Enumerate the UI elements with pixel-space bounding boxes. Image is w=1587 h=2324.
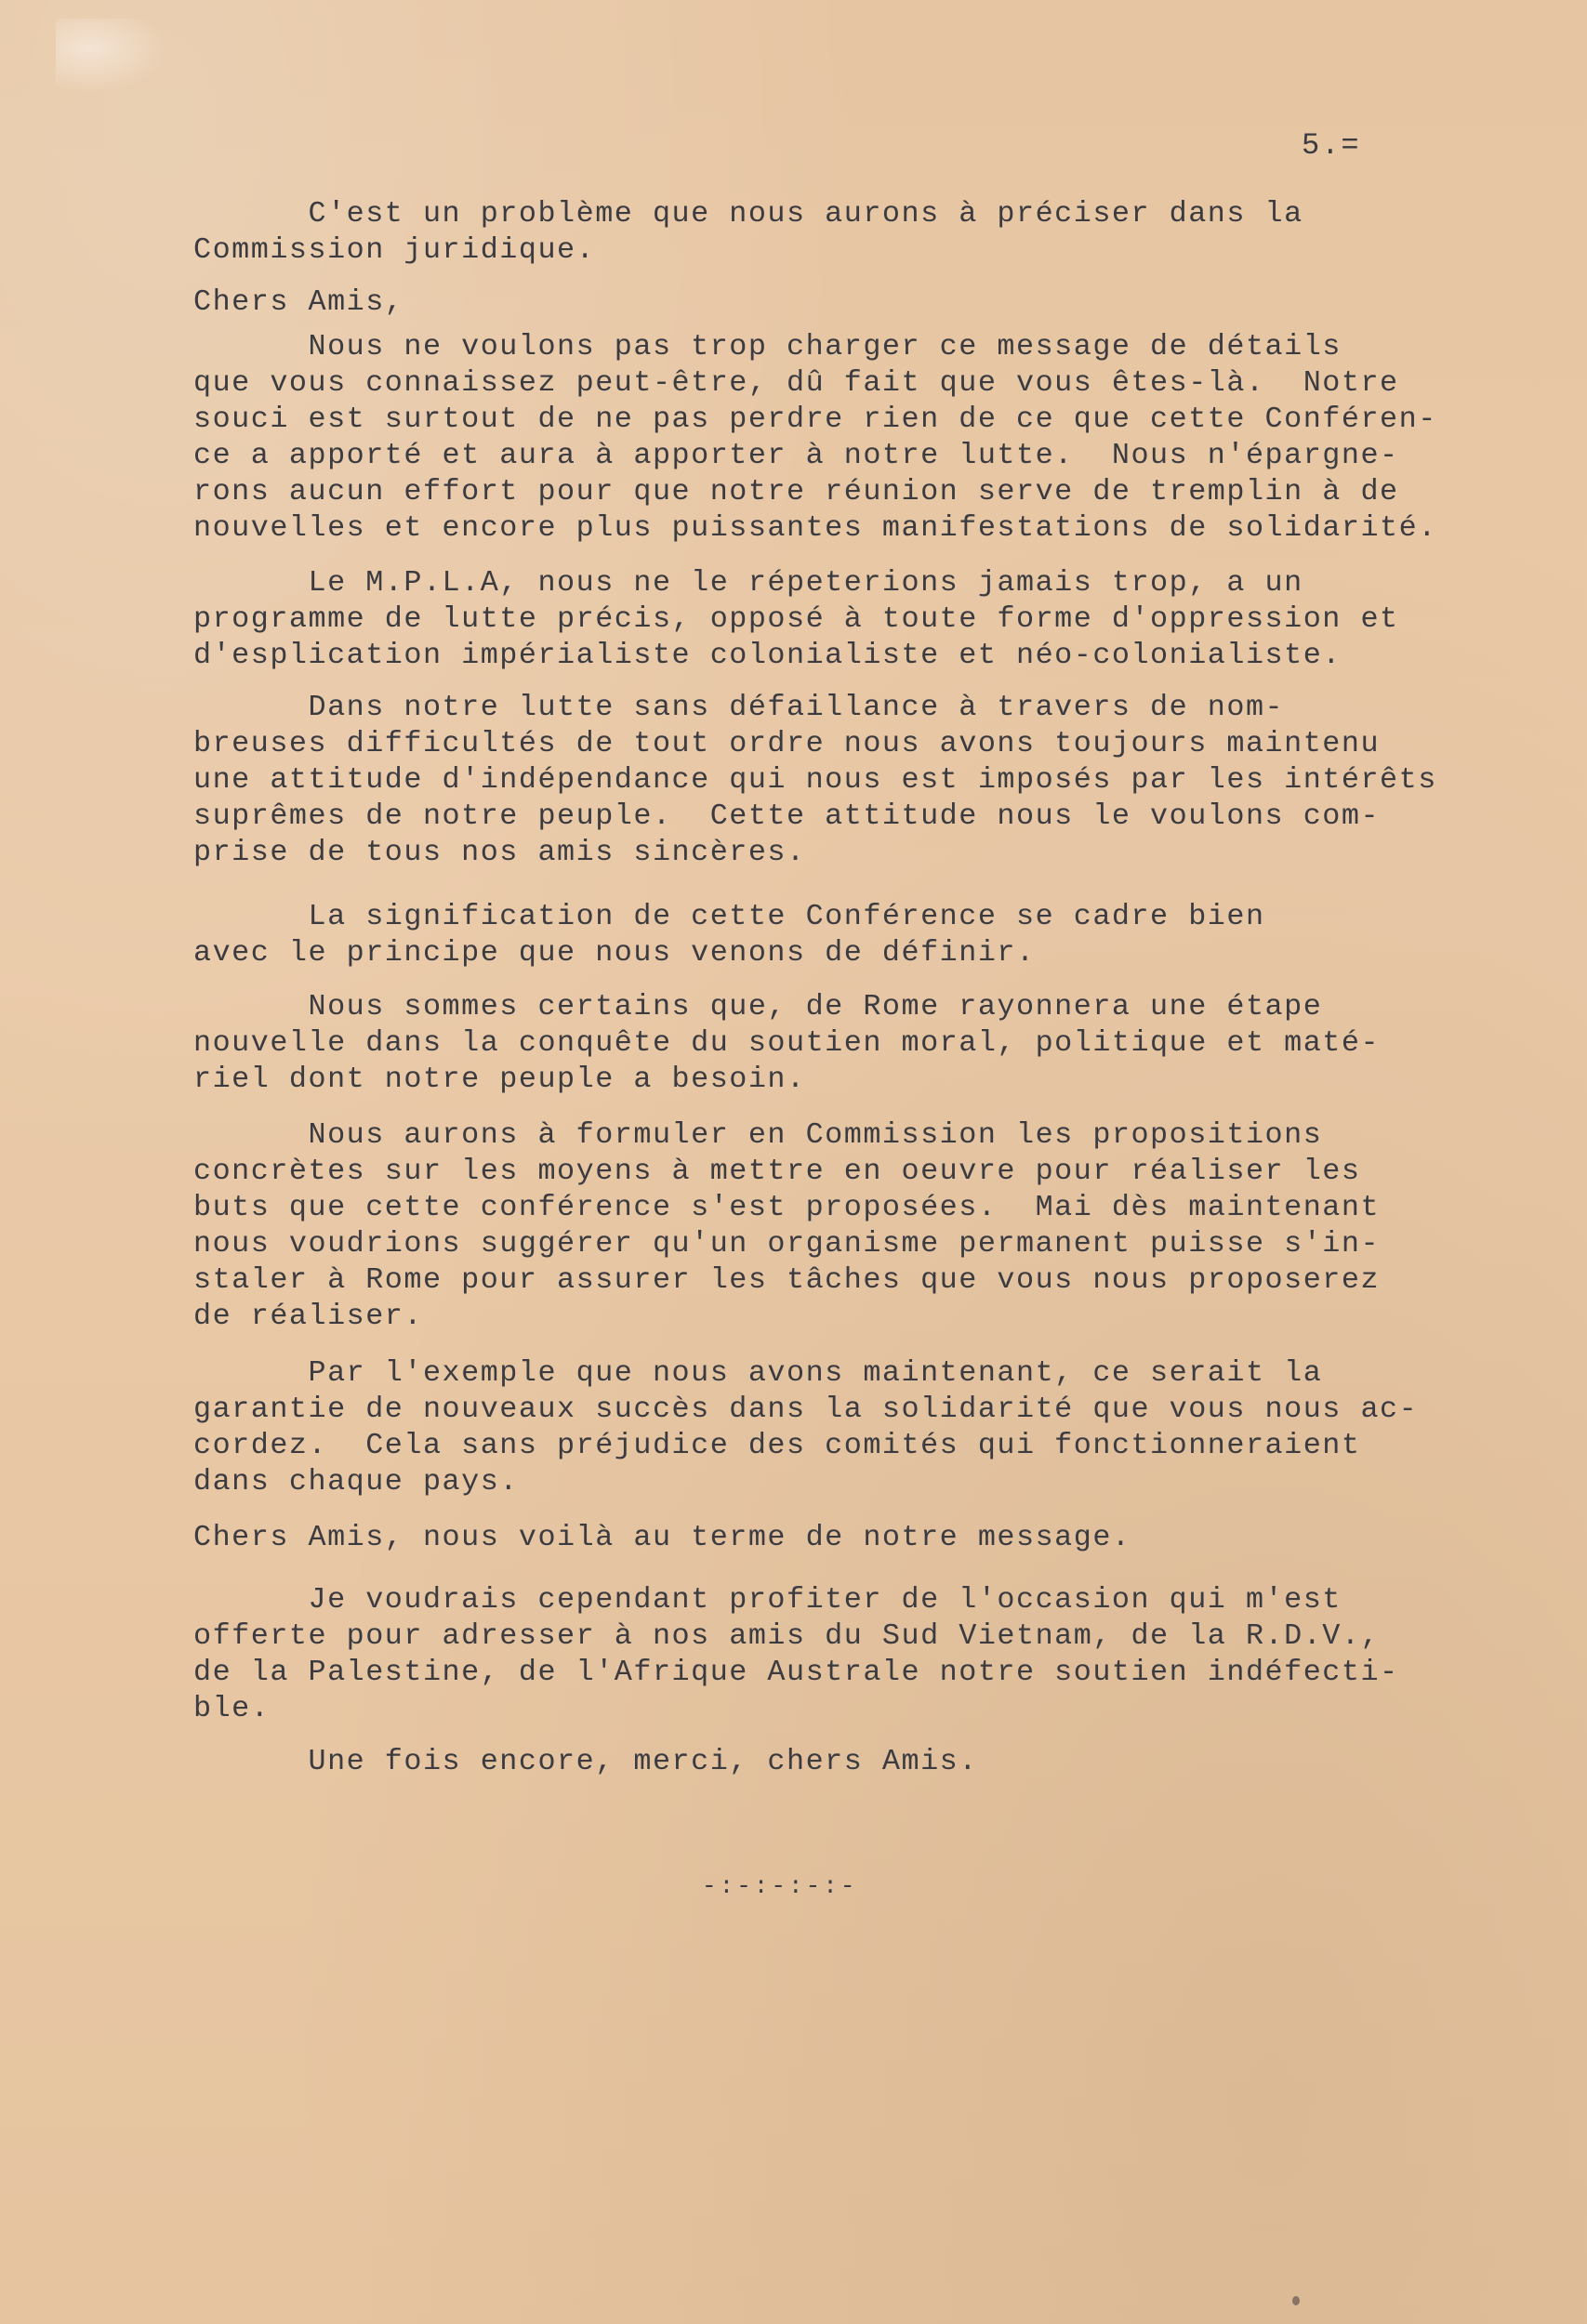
paper-spot-mark xyxy=(1292,2296,1300,2305)
paragraph-merci: Une fois encore, merci, chers Amis. xyxy=(193,1745,978,1778)
paragraph-problem-juridique: C'est un problème que nous aurons à préciser dans la Commission juridique. xyxy=(193,197,1303,267)
paragraph-rome-etape: Nous sommes certains que, de Rome rayonnera une étape nouvelle dans la conquête du soutien moral, politique et maté- riel dont notre peuple a besoin. xyxy=(193,990,1381,1096)
paragraph-exemple-garantie: Par l'exemple que nous avons maintenant, ce serait la garantie de nouveaux succès dans la solidarité que vous nous ac- cordez. Cela sans préjudice des comités qui fonctionneraient dans chaque pays. xyxy=(193,1356,1419,1499)
page-number: 5.= xyxy=(1302,128,1361,163)
paragraph-signification: La signification de cette Conférence se cadre bien avec le principe que nous venons de définir. xyxy=(193,900,1265,970)
paragraph-soutien-indefectible: Je voudrais cependant profiter de l'occasion qui m'est offerte pour adresser à nos amis du Sud Vietnam, de la R.D.V., de la Palestine, de l'Afrique Australe notre soutien indéfecti- ble. xyxy=(193,1583,1399,1725)
paragraph-independance: Dans notre lutte sans défaillance à travers de nom- breuses difficultés de tout ordre nous avons toujours maintenu une attitude d'indépendance qui nous est imposés par les intérêts suprêmes de notre peuple. Cette attitude nous le voulons com- prise de tous nos amis sincères. xyxy=(193,691,1437,869)
paragraph-mpla-programme: Le M.P.L.A, nous ne le répeterions jamais trop, a un programme de lutte précis, opposé à toute forme d'oppression et d'esplication impérialiste colonialiste et néo-colonialiste. xyxy=(193,566,1399,672)
paragraph-terme-message: Chers Amis, nous voilà au terme de notre message. xyxy=(193,1521,1131,1554)
paragraph-propositions: Nous aurons à formuler en Commission les propositions concrètes sur les moyens à mettre en oeuvre pour réaliser les buts que cette conférence s'est proposées. Mai dès maintenant nous voudrions suggérer qu'un organisme permanent puisse s'in- staler à Rome pour assurer les tâches que vous nous proposerez de réaliser. xyxy=(193,1118,1381,1333)
salutation-chers-amis: Chers Amis, xyxy=(193,285,404,319)
paper-wear-mark xyxy=(56,19,167,93)
closing-separator: -:-:-:-:- xyxy=(702,1872,858,1900)
paragraph-message-details: Nous ne voulons pas trop charger ce message de détails que vous connaissez peut-être, dû fait que vous êtes-là. Notre souci est surtout de ne pas perdre rien de ce que cette Conféren- ce a apporté et aura à apporter à notre lutte. Nous n'épargne- rons aucun effort pour que notre réunion serve de tremplin à de nouvelles et encore plus puissantes manifestations de solidarité. xyxy=(193,330,1437,545)
